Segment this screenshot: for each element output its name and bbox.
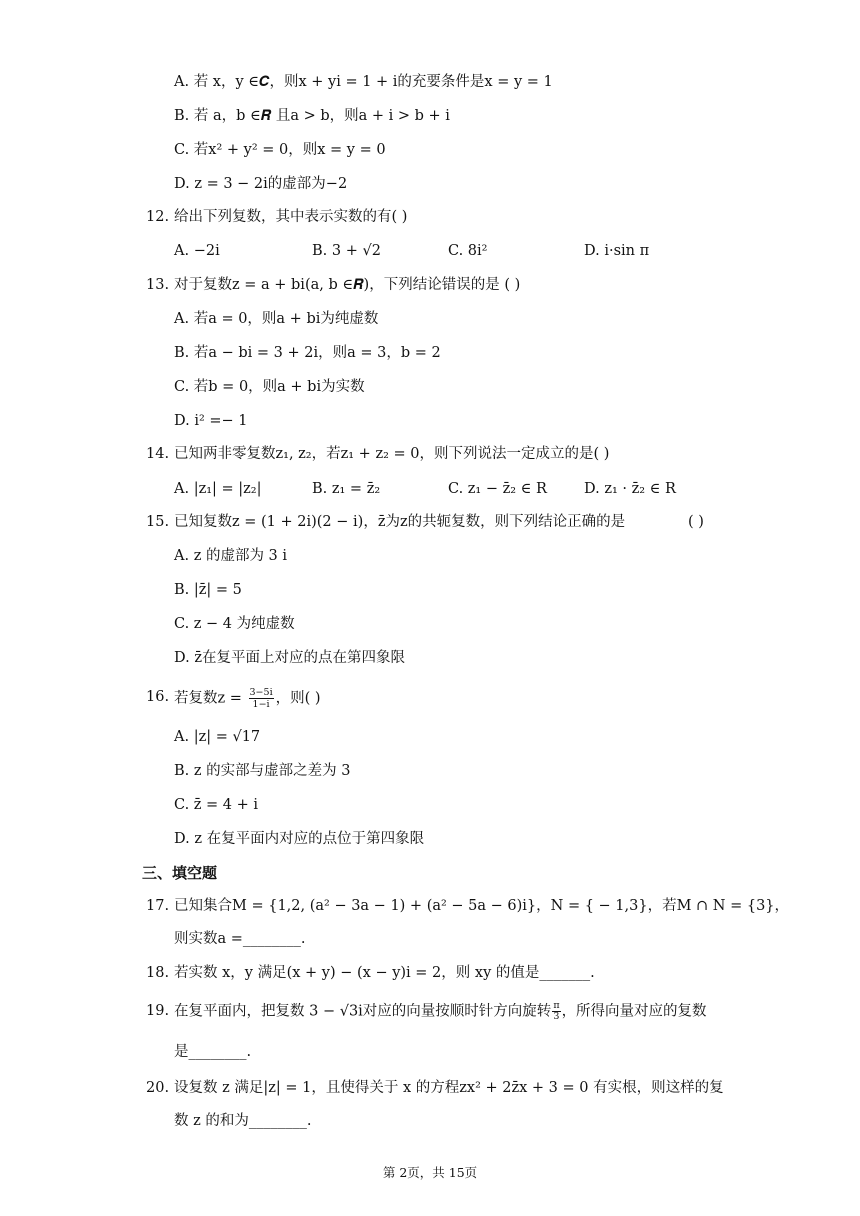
q16-fraction <box>249 687 274 710</box>
q19-fraction-denominator: 3 <box>553 1011 560 1022</box>
q15-text: 已知复数z = (1 + 2i)(2 − i)，z̄为z的共轭复数，则下列结论正确的是 <box>174 514 626 530</box>
q20-line2: 数 z 的和为________. <box>174 1113 312 1129</box>
q20-number: 20. <box>146 1080 170 1096</box>
q16-text-post: ，则( ) <box>275 690 321 707</box>
q14-number: 14. <box>146 446 170 462</box>
q14-option-a: A. |z₁| = |z₂| <box>174 481 262 497</box>
q16-text-pre: 若复数z = <box>174 690 242 707</box>
q17-number: 17. <box>146 898 170 914</box>
q13-number: 13. <box>146 277 170 293</box>
q19-number: 19. <box>146 1003 170 1019</box>
q14-option-b: B. z₁ = z̄₂ <box>312 481 381 497</box>
q12-text: 给出下列复数，其中表示实数的有( ) <box>174 209 408 225</box>
q16-number: 16. <box>146 689 170 705</box>
page-footer: 第 2页，共 15页 <box>382 1165 478 1180</box>
q14-option-d: D. z₁ · z̄₂ ∈ R <box>584 481 676 497</box>
q13-option-a: A. 若a = 0，则a + bi为纯虚数 <box>174 311 379 327</box>
section-heading-fill-blank: 三、填空题 <box>142 864 218 882</box>
q12-option-c: C. 8i² <box>448 243 488 259</box>
q18-line1: 若实数 x，y 满足(x + y) − (x − y)i = 2，则 xy 的值是_______. <box>174 965 595 981</box>
q19-fraction-numerator: π <box>553 1000 560 1011</box>
q16-fraction-numerator: 3−5i <box>249 687 273 698</box>
q11-option-d: D. z = 3 − 2i的虚部为−2 <box>174 176 348 192</box>
q11-option-c: C. 若x² + y² = 0，则x = y = 0 <box>174 142 386 158</box>
q16-option-d: D. z 在复平面内对应的点位于第四象限 <box>174 831 425 847</box>
q11-option-a: A. 若 x，y ∈𝑪，则x + yi = 1 + i的充要条件是x = y = 1 <box>174 74 553 90</box>
q12-number: 12. <box>146 209 170 225</box>
q16-fraction-denominator: 1−i <box>252 699 270 710</box>
q13-text: 对于复数z = a + bi(a, b ∈𝑹)，下列结论错误的是 ( ) <box>174 277 521 293</box>
q15-option-d: D. z̄在复平面上对应的点在第四象限 <box>174 650 405 666</box>
q16-text <box>174 687 321 710</box>
q20-line1: 设复数 z 满足|z| = 1，且使得关于 x 的方程zx² + 2z̄x + 3 = 0 有实根，则这样的复 <box>174 1080 724 1096</box>
q16-option-c: C. z̄ = 4 + i <box>174 797 259 813</box>
q15-answer-paren: ( ) <box>688 514 704 530</box>
q15-option-b: B. |z̄| = 5 <box>174 582 242 598</box>
q19-line1 <box>174 1001 707 1022</box>
q16-option-b: B. z 的实部与虚部之差为 3 <box>174 763 351 779</box>
q17-line2: 则实数a =________. <box>174 931 306 947</box>
q14-option-c: C. z₁ − z̄₂ ∈ R <box>448 481 547 497</box>
q13-option-d: D. i² =− 1 <box>174 413 248 429</box>
q19-line1-pre: 在复平面内，把复数 3 − √3i对应的向量按顺时针方向旋转 <box>174 1003 552 1020</box>
q17-line1: 已知集合M = {1,2, (a² − 3a − 1) + (a² − 5a − 6)i}，N = { − 1,3}，若M ∩ N = {3}， <box>174 898 790 914</box>
q14-text: 已知两非零复数z₁, z₂，若z₁ + z₂ = 0，则下列说法一定成立的是( ) <box>174 446 610 462</box>
q19-fraction <box>552 1001 560 1022</box>
q15-option-a: A. z 的虚部为 3 i <box>174 548 288 564</box>
q13-option-c: C. 若b = 0，则a + bi为实数 <box>174 379 365 395</box>
q13-option-b: B. 若a − bi = 3 + 2i，则a = 3，b = 2 <box>174 345 441 361</box>
q12-option-b: B. 3 + √2 <box>312 243 381 259</box>
q15-number: 15. <box>146 514 170 530</box>
q19-line1-post: ，所得向量对应的复数 <box>561 1003 707 1020</box>
q11-option-b: B. 若 a，b ∈𝑹 且a > b，则a + i > b + i <box>174 108 450 124</box>
q12-option-d: D. i·sin π <box>584 243 650 259</box>
q19-line2: 是________. <box>174 1044 252 1060</box>
q12-option-a: A. −2i <box>174 243 220 259</box>
q18-number: 18. <box>146 965 170 981</box>
q15-option-c: C. z − 4 为纯虚数 <box>174 616 295 632</box>
q16-option-a: A. |z| = √17 <box>174 729 261 745</box>
